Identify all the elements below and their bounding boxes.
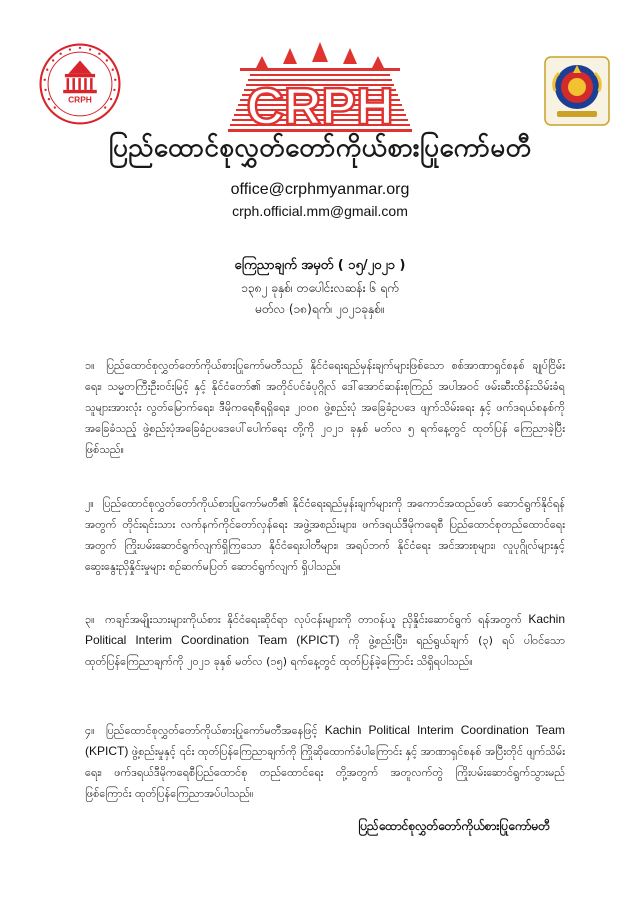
paragraph-3 <box>85 609 565 672</box>
paragraph-text: ပြည်ထောင်စုလွှတ်တော်ကိုယ်စားပြုကော်မတီသည် နိုင်ငံရေးရည်မှန်းချက်များဖြစ်သော စစ်အာဏာရှင်စနစ် ချုပ်ငြိမ်းရေး၊ သမ္မတကြီးဦးဝင်းမြင့် နှင့် နိုင်ငံတော်၏ အတိုင်ပင်ခံပုဂ္ဂိုလ် ဒေါ်အောင်ဆန်းစုကြည် အပါအဝင် ဖမ်းဆီးထိန်းသိမ်းခံရသူများအားလုံး လွတ်မြောက်ရေး၊ ဒီမိုကရေစီရရှိရေး၊ ၂၀၀၈ ဖွဲ့စည်းပုံ အခြေခံဥပဒေ ဖျက်သိမ်းရေး နှင့် ဖက်ဒရယ်စနစ်ကိုအခြေခံသည့် ဖွဲ့စည်းပုံအခြေခံဥပဒေပေါ်ပေါက်ရေး တို့ကို ၂၀၂၁ ခုနှစ် မတ်လ ၅ ရက်နေ့တွင် ထုတ်ပြန် ကြေညာခဲ့ပြီးဖြစ်သည်။ <box>85 359 565 456</box>
paragraph-1 <box>85 355 565 460</box>
organization-title: ပြည်ထောင်စုလွှတ်တော်ကိုယ်စားပြုကော်မတီ <box>108 133 532 163</box>
crph-logo <box>200 40 440 136</box>
contact-email-secondary[interactable]: crph.official.mm@gmail.com <box>232 203 408 219</box>
paragraph-text: ဖွဲ့စည်းမှုနှင့် ၎င်း ထုတ်ပြန်ကြေညာချက်ကို ကြိုဆိုထောက်ခံပါကြောင်း နှင့် အာဏာရှင်စနစ် အပြီးတိုင် ဖျက်သိမ်းရေး၊ ဖက်ဒရယ်ဒီမိုကရေစီပြည်ထောင်စု တည်ထောင်ရေး တို့အတွက် အတူလက်တွဲ ကြိုးပမ်းဆောင်ရွက်သွားမည် ဖြစ်ကြောင်း ထုတ်ပြန်ကြေညာအပ်ပါသည်။ <box>85 745 565 800</box>
logo-text: CRPH <box>246 78 394 136</box>
date-gregorian: မတ်လ (၁၈)ရက်၊ ၂၀၂၁ခုနှစ်။ <box>255 302 385 316</box>
paragraph-text: ကို ဖွဲ့စည်းပြီး၊ ရည်ရွယ်ချက် (၃) ရပ် ပါဝင်သော ထုတ်ပြန်ကြေညာချက်ကို ၂၀၂၁ ခုနှစ် မတ်လ (၁၅) ရက်နေ့တွင် ထုတ်ပြန်ခဲ့ကြောင်း သိရှိရပါသည်။ <box>85 634 565 668</box>
paragraph-number: ၂။ <box>85 497 94 510</box>
signature-line: ပြည်ထောင်စုလွှတ်တော်ကိုယ်စားပြုကော်မတီ <box>358 819 550 833</box>
paragraph-number: ၄။ <box>85 724 95 737</box>
svg-text:CRPH: CRPH <box>68 94 92 105</box>
date-myanmar-calendar: ၁၃၈၂ ခုနှစ်၊ တပေါင်းလဆန်း ၆ ရက် <box>241 281 399 295</box>
paragraph-number: ၃။ <box>85 613 95 626</box>
paragraph-4 <box>85 720 565 804</box>
paragraph-2 <box>85 493 565 577</box>
paragraph-number: ၁။ <box>85 359 95 372</box>
paragraph-text: ပြည်ထောင်စုလွှတ်တော်ကိုယ်စားပြုကော်မတီအနေဖြင့် <box>105 724 318 737</box>
announcement-number: ကြေညာချက် အမှတ် ( ၁၅/၂၀၂၁ ) <box>234 258 406 273</box>
paragraph-text: ပြည်ထောင်စုလွှတ်တော်ကိုယ်စားပြုကော်မတီ၏ နိုင်ငံရေးရည်မှန်းချက်များကို အကောင်အထည်ဖော် ဆောင်ရွက်နိုင်ရန်အတွက် တိုင်းရင်းသား လက်နက်ကိုင်တော်လှန်ရေး အဖွဲ့အစည်းများ၊ ဖက်ဒရယ်ဒီမိုကရေစီ ပြည်ထောင်စုတည်ထောင်ရေးအတွက် ကြိုးပမ်းဆောင်ရွက်လျက်ရှိကြသော နိုင်ငံရေးပါတီများ၊ အရပ်ဘက် နိုင်ငံရေး အင်အားစုများ၊ လူပုဂ္ဂိုလ်များနှင့် ဆွေးနွေးညှိနှိုင်းမှုများ စဉ်ဆက်မပြတ် ဆောင်ရွက်လျက် ရှိပါသည်။ <box>85 497 565 573</box>
paragraph-text: ကချင်အမျိုးသားများကိုယ်စား နိုင်ငံရေးဆိုင်ရာ လုပ်ငန်းများကို တာဝန်ယူ ညှိနှိုင်းဆောင်ရွက် ရန်အတွက် <box>105 613 522 626</box>
paragraph-english-name: Kachin Political Interim Coordination Team (KPICT) <box>85 612 566 647</box>
contact-email[interactable]: office@crphmyanmar.org <box>230 181 410 198</box>
paragraph-english-name: Kachin Political Interim Coordination Team (KPICT) <box>85 723 565 758</box>
crph-seal-icon <box>38 42 122 126</box>
state-seal-icon <box>543 55 611 127</box>
